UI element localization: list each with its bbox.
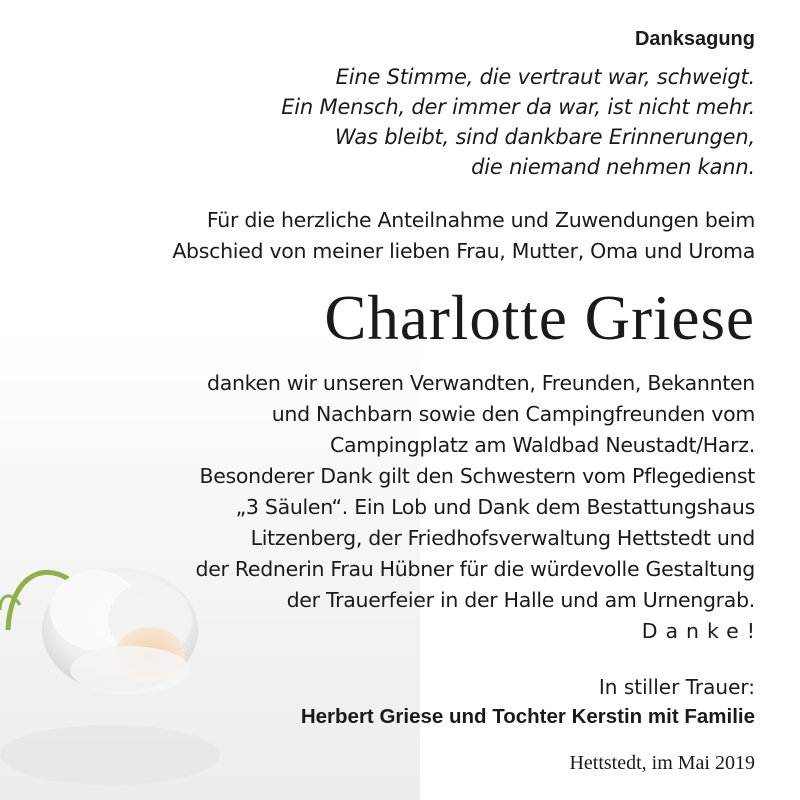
thanks-line: der Trauerfeier in der Halle und am Urnengrab.: [286, 588, 755, 612]
intro-line: Für die herzliche Anteilnahme und Zuwendungen beim: [206, 208, 755, 232]
poem-line: Ein Mensch, der immer da war, ist nicht mehr.: [281, 95, 755, 119]
place-date: Hettstedt, im Mai 2019: [569, 752, 755, 774]
family-signature: Herbert Griese und Tochter Kerstin mit Familie: [300, 705, 755, 728]
thanks-line: danken wir unseren Verwandten, Freunden, Bekannten: [207, 371, 755, 395]
intro-text: [172, 205, 755, 267]
thanks-line: und Nachbarn sowie den Campingfreunden vom: [271, 402, 755, 426]
poem-line: die niemand nehmen kann.: [471, 155, 755, 179]
mourning-block: [301, 672, 755, 732]
thanks-line: „3 Säulen“. Ein Lob und Dank dem Bestattungshaus: [235, 495, 755, 519]
thanks-line: Besonderer Dank gilt den Schwestern vom Pflegedienst: [199, 464, 755, 488]
poem: [281, 62, 755, 182]
mourning-label: In stiller Trauer:: [598, 675, 755, 699]
deceased-name: Charlotte Griese: [324, 283, 755, 353]
poem-line: Eine Stimme, die vertraut war, schweigt.: [335, 65, 755, 89]
thanks-text: [195, 368, 763, 647]
intro-line: Abschied von meiner lieben Frau, Mutter, Oma und Uroma: [172, 239, 755, 263]
heading: Danksagung: [634, 28, 755, 50]
thanks-line: Litzenberg, der Friedhofsverwaltung Hettstedt und: [250, 526, 755, 550]
thanks-line: Campingplatz am Waldbad Neustadt/Harz.: [330, 433, 755, 457]
danke-text: Danke!: [641, 619, 763, 643]
poem-line: Was bleibt, sind dankbare Erinnerungen,: [334, 125, 755, 149]
thanks-line: der Rednerin Frau Hübner für die würdevolle Gestaltung: [195, 557, 755, 581]
